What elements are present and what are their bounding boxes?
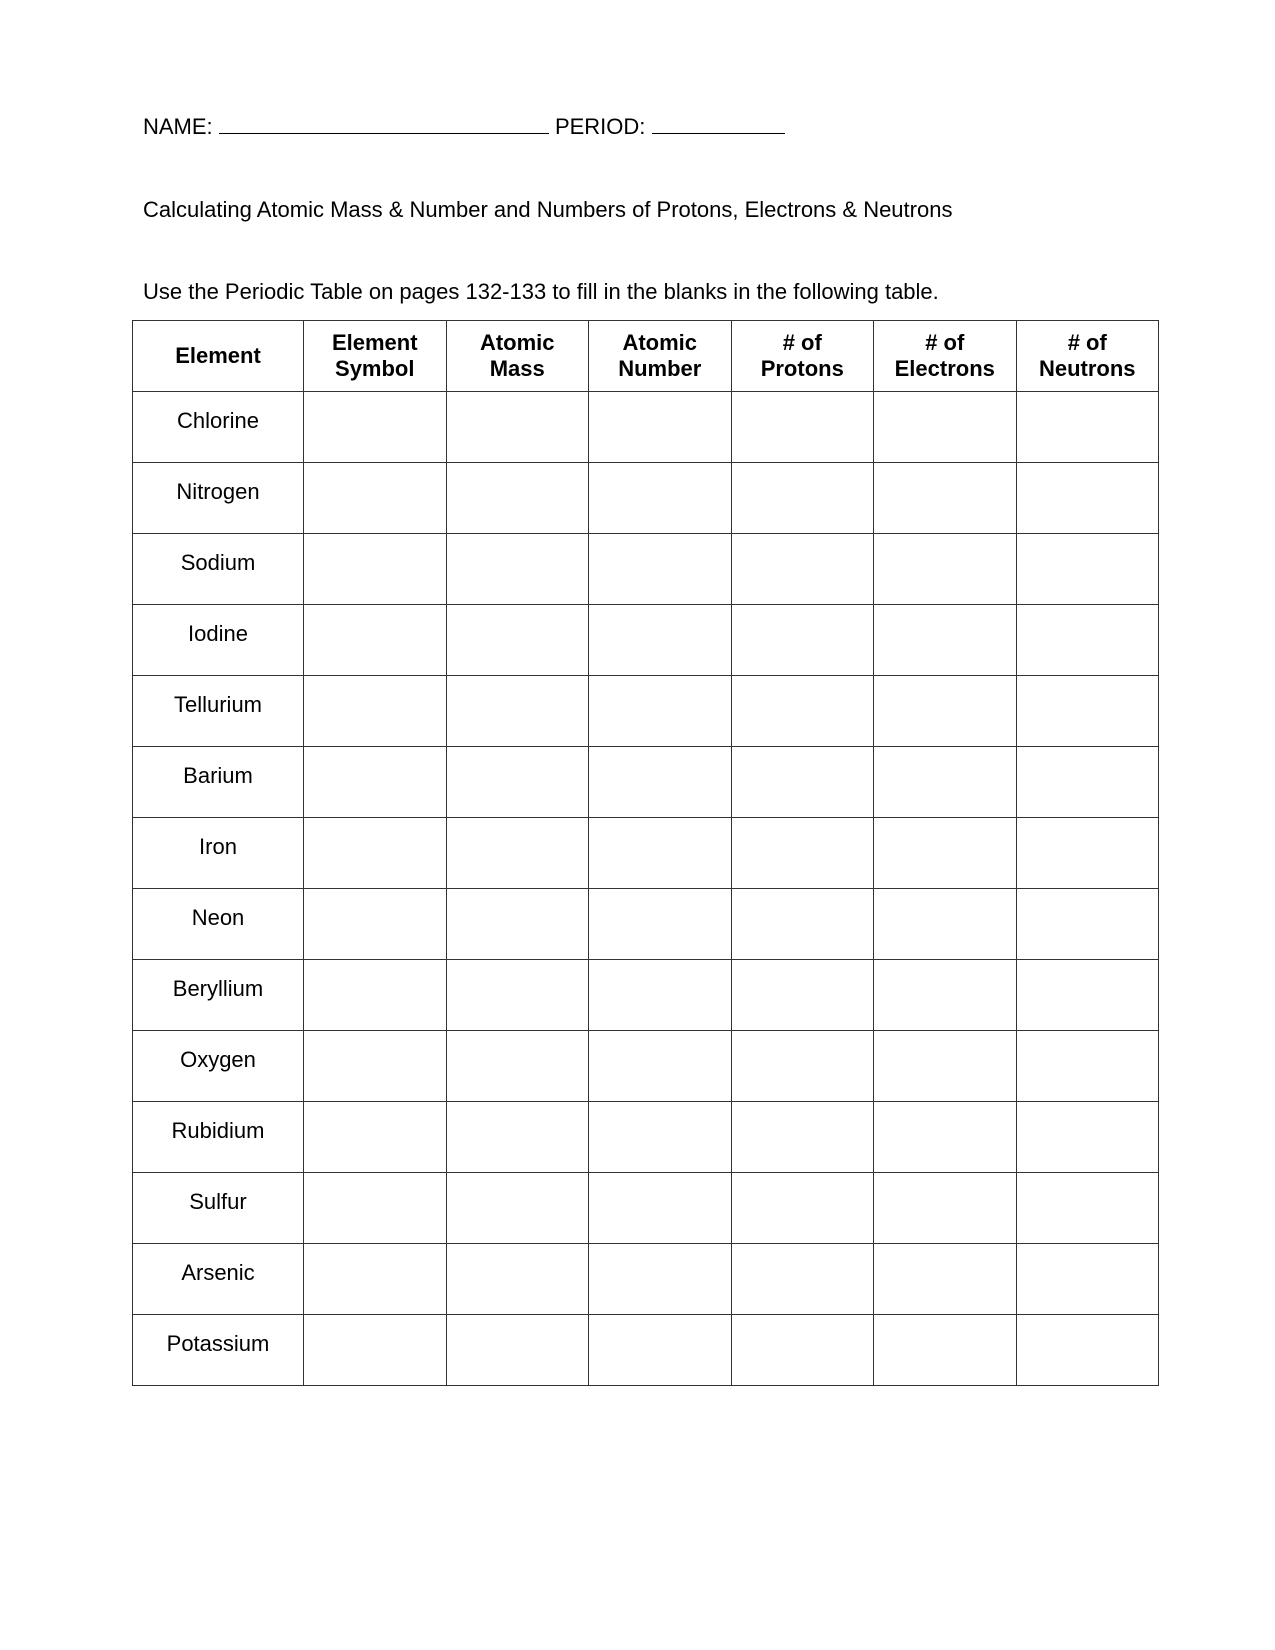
blank-answer-cell[interactable] bbox=[731, 818, 874, 889]
blank-answer-cell[interactable] bbox=[589, 818, 732, 889]
blank-answer-cell[interactable] bbox=[446, 534, 589, 605]
element-name-cell: Sulfur bbox=[133, 1173, 304, 1244]
blank-answer-cell[interactable] bbox=[304, 392, 447, 463]
column-header-line2: Number bbox=[618, 356, 702, 381]
blank-answer-cell[interactable] bbox=[874, 534, 1017, 605]
element-name-cell: Iodine bbox=[133, 605, 304, 676]
period-field[interactable] bbox=[652, 115, 785, 134]
blank-answer-cell[interactable] bbox=[304, 960, 447, 1031]
worksheet-title: Calculating Atomic Mass & Number and Numbers of Protons, Electrons & Neutrons bbox=[143, 197, 953, 222]
blank-answer-cell[interactable] bbox=[589, 605, 732, 676]
blank-answer-cell[interactable] bbox=[731, 747, 874, 818]
column-header-line1: Element bbox=[175, 343, 261, 368]
element-name-cell: Iron bbox=[133, 818, 304, 889]
column-header-line1: Element bbox=[331, 330, 418, 355]
blank-answer-cell[interactable] bbox=[1016, 1102, 1159, 1173]
blank-answer-cell[interactable] bbox=[304, 747, 447, 818]
blank-answer-cell[interactable] bbox=[1016, 1031, 1159, 1102]
blank-answer-cell[interactable] bbox=[304, 1173, 447, 1244]
blank-answer-cell[interactable] bbox=[874, 1102, 1017, 1173]
column-header bbox=[589, 321, 732, 392]
blank-answer-cell[interactable] bbox=[589, 463, 732, 534]
blank-answer-cell[interactable] bbox=[304, 534, 447, 605]
blank-answer-cell[interactable] bbox=[874, 818, 1017, 889]
table-row bbox=[133, 463, 1159, 534]
column-header-line1: # of bbox=[782, 330, 822, 355]
blank-answer-cell[interactable] bbox=[874, 676, 1017, 747]
blank-answer-cell[interactable] bbox=[589, 534, 732, 605]
blank-answer-cell[interactable] bbox=[446, 605, 589, 676]
blank-answer-cell[interactable] bbox=[589, 392, 732, 463]
blank-answer-cell[interactable] bbox=[731, 1031, 874, 1102]
blank-answer-cell[interactable] bbox=[589, 676, 732, 747]
column-header bbox=[133, 321, 304, 392]
blank-answer-cell[interactable] bbox=[446, 1173, 589, 1244]
blank-answer-cell[interactable] bbox=[731, 534, 874, 605]
blank-answer-cell[interactable] bbox=[304, 605, 447, 676]
element-name-cell: Arsenic bbox=[133, 1244, 304, 1315]
blank-answer-cell[interactable] bbox=[589, 747, 732, 818]
column-header-line1: # of bbox=[925, 330, 965, 355]
element-name-cell: Barium bbox=[133, 747, 304, 818]
blank-answer-cell[interactable] bbox=[304, 1315, 447, 1386]
blank-answer-cell[interactable] bbox=[874, 747, 1017, 818]
name-label: NAME: bbox=[143, 114, 213, 139]
blank-answer-cell[interactable] bbox=[731, 1173, 874, 1244]
blank-answer-cell[interactable] bbox=[304, 1244, 447, 1315]
blank-answer-cell[interactable] bbox=[731, 1102, 874, 1173]
blank-answer-cell[interactable] bbox=[1016, 1315, 1159, 1386]
blank-answer-cell[interactable] bbox=[874, 889, 1017, 960]
blank-answer-cell[interactable] bbox=[731, 676, 874, 747]
blank-answer-cell[interactable] bbox=[446, 1102, 589, 1173]
element-name-cell: Neon bbox=[133, 889, 304, 960]
elements-table bbox=[132, 320, 1159, 1386]
blank-answer-cell[interactable] bbox=[874, 1315, 1017, 1386]
instructions: Use the Periodic Table on pages 132-133 to fill in the blanks in the following table. bbox=[143, 279, 939, 304]
column-header-line2: Symbol bbox=[335, 356, 415, 381]
table-row bbox=[133, 392, 1159, 463]
column-header bbox=[304, 321, 447, 392]
element-name-cell: Potassium bbox=[133, 1315, 304, 1386]
blank-answer-cell[interactable] bbox=[446, 747, 589, 818]
blank-answer-cell[interactable] bbox=[589, 889, 732, 960]
table-row bbox=[133, 818, 1159, 889]
column-header-line1: Atomic bbox=[622, 330, 698, 355]
element-name-cell: Beryllium bbox=[133, 960, 304, 1031]
blank-answer-cell[interactable] bbox=[731, 960, 874, 1031]
blank-answer-cell[interactable] bbox=[589, 1244, 732, 1315]
blank-answer-cell[interactable] bbox=[874, 1031, 1017, 1102]
blank-answer-cell[interactable] bbox=[1016, 818, 1159, 889]
table-row bbox=[133, 747, 1159, 818]
period-label: PERIOD: bbox=[554, 114, 646, 139]
blank-answer-cell[interactable] bbox=[1016, 463, 1159, 534]
column-header bbox=[446, 321, 589, 392]
blank-answer-cell[interactable] bbox=[446, 463, 589, 534]
blank-answer-cell[interactable] bbox=[589, 960, 732, 1031]
blank-answer-cell[interactable] bbox=[874, 1244, 1017, 1315]
element-name-cell: Oxygen bbox=[133, 1031, 304, 1102]
blank-answer-cell[interactable] bbox=[1016, 747, 1159, 818]
blank-answer-cell[interactable] bbox=[446, 1244, 589, 1315]
blank-answer-cell[interactable] bbox=[874, 960, 1017, 1031]
blank-answer-cell[interactable] bbox=[589, 1173, 732, 1244]
name-field[interactable] bbox=[219, 115, 549, 134]
blank-answer-cell[interactable] bbox=[731, 463, 874, 534]
table-row bbox=[133, 1315, 1159, 1386]
blank-answer-cell[interactable] bbox=[446, 676, 589, 747]
table-body bbox=[133, 392, 1159, 1386]
blank-answer-cell[interactable] bbox=[1016, 392, 1159, 463]
blank-answer-cell[interactable] bbox=[874, 463, 1017, 534]
blank-answer-cell[interactable] bbox=[874, 392, 1017, 463]
blank-answer-cell[interactable] bbox=[731, 1244, 874, 1315]
blank-answer-cell[interactable] bbox=[1016, 1244, 1159, 1315]
element-name-cell: Rubidium bbox=[133, 1102, 304, 1173]
table-row bbox=[133, 605, 1159, 676]
blank-answer-cell[interactable] bbox=[589, 1102, 732, 1173]
blank-answer-cell[interactable] bbox=[304, 1102, 447, 1173]
header-row bbox=[133, 321, 1159, 392]
table-row bbox=[133, 1173, 1159, 1244]
name-period-line bbox=[143, 114, 785, 140]
blank-answer-cell[interactable] bbox=[1016, 534, 1159, 605]
table-row bbox=[133, 1031, 1159, 1102]
column-header-line1: Atomic bbox=[479, 330, 555, 355]
table-row bbox=[133, 889, 1159, 960]
element-name-cell: Tellurium bbox=[133, 676, 304, 747]
blank-answer-cell[interactable] bbox=[1016, 605, 1159, 676]
blank-answer-cell[interactable] bbox=[1016, 889, 1159, 960]
blank-answer-cell[interactable] bbox=[446, 392, 589, 463]
table-row bbox=[133, 534, 1159, 605]
column-header bbox=[1016, 321, 1159, 392]
blank-answer-cell[interactable] bbox=[446, 818, 589, 889]
blank-answer-cell[interactable] bbox=[304, 889, 447, 960]
column-header-line2: Neutrons bbox=[1038, 356, 1136, 381]
table-row bbox=[133, 1102, 1159, 1173]
blank-answer-cell[interactable] bbox=[304, 676, 447, 747]
blank-answer-cell[interactable] bbox=[446, 1315, 589, 1386]
blank-answer-cell[interactable] bbox=[1016, 1173, 1159, 1244]
blank-answer-cell[interactable] bbox=[589, 1315, 732, 1386]
blank-answer-cell[interactable] bbox=[874, 605, 1017, 676]
table-row bbox=[133, 960, 1159, 1031]
column-header-line1: # of bbox=[1067, 330, 1107, 355]
column-header bbox=[874, 321, 1017, 392]
table-row bbox=[133, 1244, 1159, 1315]
blank-answer-cell[interactable] bbox=[304, 463, 447, 534]
blank-answer-cell[interactable] bbox=[874, 1173, 1017, 1244]
blank-answer-cell[interactable] bbox=[446, 1031, 589, 1102]
table-row bbox=[133, 676, 1159, 747]
column-header-line2: Electrons bbox=[894, 356, 995, 381]
column-header-line2: Mass bbox=[489, 356, 545, 381]
element-name-cell: Nitrogen bbox=[133, 463, 304, 534]
blank-answer-cell[interactable] bbox=[1016, 960, 1159, 1031]
blank-answer-cell[interactable] bbox=[731, 605, 874, 676]
column-header-line2: Protons bbox=[760, 356, 844, 381]
blank-answer-cell[interactable] bbox=[446, 960, 589, 1031]
blank-answer-cell[interactable] bbox=[731, 889, 874, 960]
blank-answer-cell[interactable] bbox=[446, 889, 589, 960]
blank-answer-cell[interactable] bbox=[304, 1031, 447, 1102]
element-name-cell: Sodium bbox=[133, 534, 304, 605]
blank-answer-cell[interactable] bbox=[589, 1031, 732, 1102]
blank-answer-cell[interactable] bbox=[1016, 676, 1159, 747]
blank-answer-cell[interactable] bbox=[731, 392, 874, 463]
blank-answer-cell[interactable] bbox=[731, 1315, 874, 1386]
column-header bbox=[731, 321, 874, 392]
element-name-cell: Chlorine bbox=[133, 392, 304, 463]
blank-answer-cell[interactable] bbox=[304, 818, 447, 889]
